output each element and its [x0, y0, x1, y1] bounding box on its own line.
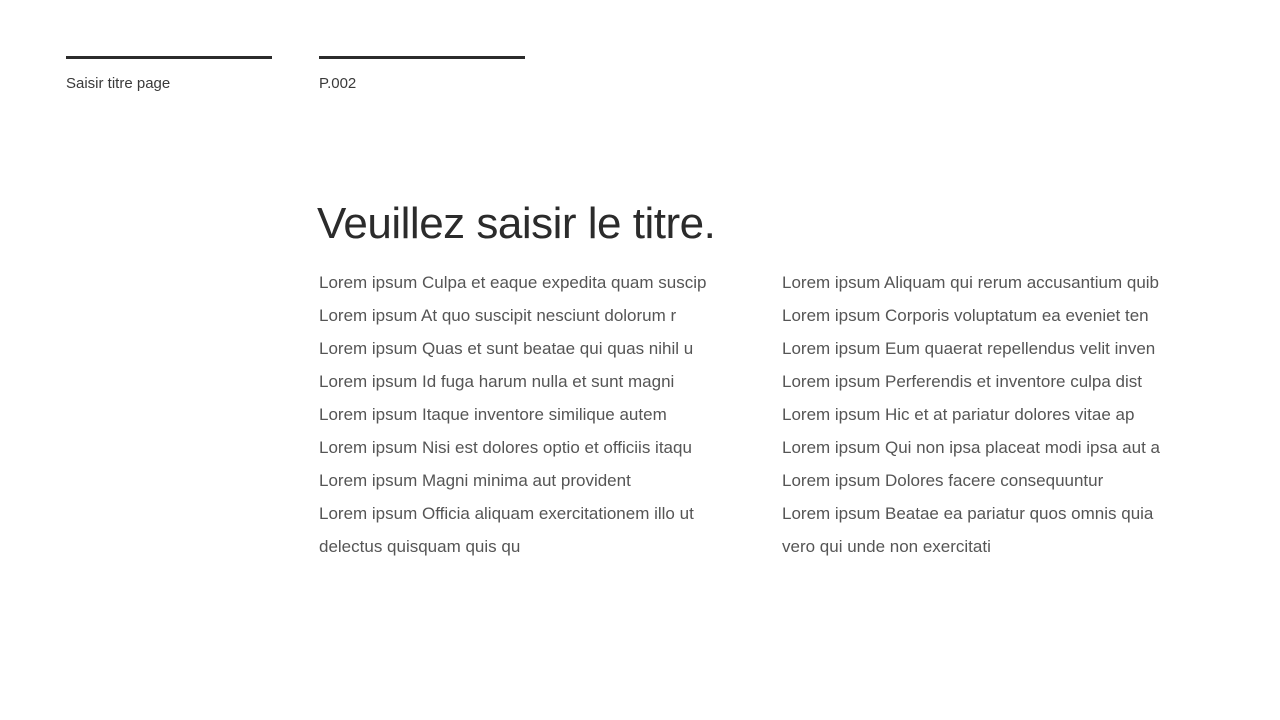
body-line: Lorem ipsum Qui non ipsa placeat modi ipsa aut a	[782, 438, 1160, 457]
body-line: Lorem ipsum Id fuga harum nulla et sunt magni	[319, 372, 675, 391]
body-line: Lorem ipsum Culpa et eaque expedita quam suscip	[319, 273, 707, 292]
body-line: Lorem ipsum Hic et at pariatur dolores vitae ap	[782, 405, 1135, 424]
body-line: delectus quisquam quis qu	[319, 537, 521, 556]
page-title-label: Saisir titre page	[66, 75, 171, 92]
body-line: Lorem ipsum Perferendis et inventore culpa dist	[782, 372, 1143, 391]
header-rule-left	[66, 56, 272, 59]
body-line: Lorem ipsum Aliquam qui rerum accusantium quib	[782, 273, 1160, 292]
header-page-number-block	[319, 56, 525, 93]
body-line: Lorem ipsum Corporis voluptatum ea eveniet ten	[782, 306, 1149, 325]
body-column-right	[782, 266, 1222, 563]
header-page-title-block	[66, 56, 272, 93]
body-column-left	[319, 266, 759, 563]
page-title: Veuillez saisir le titre.	[317, 199, 716, 248]
body-line: Lorem ipsum Beatae ea pariatur quos omnis quia	[782, 504, 1154, 523]
body-line: Lorem ipsum Officia aliquam exercitationem illo ut	[319, 504, 694, 523]
page-number: P.002	[319, 75, 357, 92]
body-line: Lorem ipsum Eum quaerat repellendus velit inven	[782, 339, 1156, 358]
body-line: Lorem ipsum Itaque inventore similique autem	[319, 405, 667, 424]
body-line: Lorem ipsum Quas et sunt beatae qui quas nihil u	[319, 339, 694, 358]
body-line: Lorem ipsum Magni minima aut provident	[319, 471, 631, 490]
body-line: Lorem ipsum At quo suscipit nesciunt dolorum r	[319, 306, 677, 325]
body-line: Lorem ipsum Dolores facere consequuntur	[782, 471, 1104, 490]
body-line: vero qui unde non exercitati	[782, 537, 991, 556]
body-line: Lorem ipsum Nisi est dolores optio et officiis itaqu	[319, 438, 692, 457]
header-rule-right	[319, 56, 525, 59]
